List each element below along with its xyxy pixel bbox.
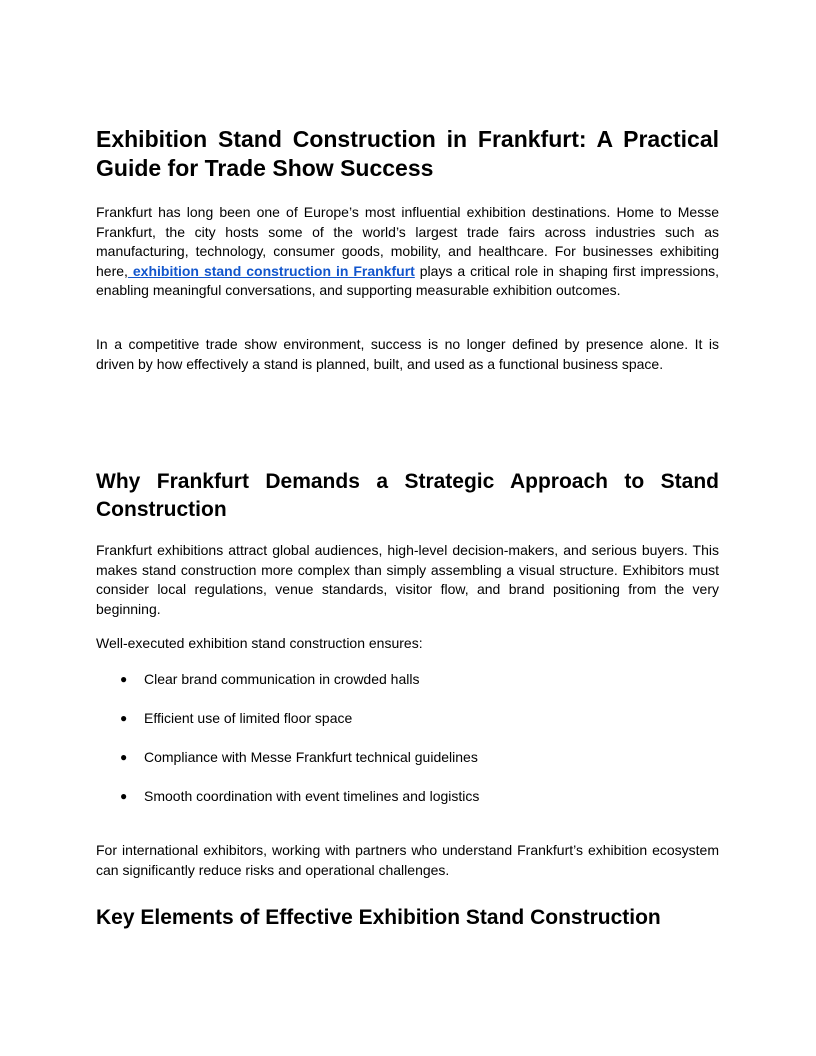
intro-paragraph — [96, 203, 719, 301]
intro-text-before-link: Frankfurt has long been one of Europe’s most influential exhibition destinations. Home to Messe Frankfurt, the city hosts some of the world’s largest trade fairs across industries such as manufacturing, technology, consumer goods, mobility, and healthcare. For businesses exhibiting here, — [96, 204, 719, 279]
list-item — [96, 670, 719, 709]
list-item — [96, 787, 719, 826]
list-item-text: Efficient use of limited floor space — [144, 710, 353, 726]
frankfurt-audiences-paragraph: Frankfurt exhibitions attract global audiences, high-level decision-makers, and serious buyers. This makes stand construction more complex than simply assembling a visual structure. Exhibitors must consider local regulations, venue standards, visitor flow, and brand positioning from the very beginning. — [96, 542, 719, 617]
list-item-text: Smooth coordination with event timelines and logistics — [144, 788, 480, 804]
benefits-bullet-list — [96, 670, 719, 826]
bullet-icon: ● — [120, 711, 128, 725]
document-title: Exhibition Stand Construction in Frankfurt: A Practical Guide for Trade Show Success — [96, 126, 719, 181]
list-item-text: Compliance with Messe Frankfurt technical guidelines — [144, 749, 478, 765]
list-item — [96, 748, 719, 787]
international-exhibitors-paragraph: For international exhibitors, working with partners who understand Frankfurt’s exhibition ecosystem can significantly reduce risks and operational challenges. — [96, 842, 719, 878]
section-heading-why-frankfurt: Why Frankfurt Demands a Strategic Approach to Stand Construction — [96, 470, 719, 521]
list-item-text: Clear brand communication in crowded halls — [144, 671, 420, 687]
bullet-icon: ● — [120, 750, 128, 764]
list-intro-text: Well-executed exhibition stand construction ensures: — [96, 635, 423, 651]
bullet-icon: ● — [120, 672, 128, 686]
section-heading-key-elements: Key Elements of Effective Exhibition Stand Construction — [96, 906, 661, 929]
bullet-icon: ● — [120, 789, 128, 803]
exhibition-stand-construction-link[interactable]: exhibition stand construction in Frankfurt — [127, 262, 415, 279]
competitive-environment-paragraph: In a competitive trade show environment, success is no longer defined by presence alone. It is driven by how effectively a stand is planned, built, and used as a functional business space. — [96, 336, 719, 372]
intro-text-after-link: plays a critical role in shaping first impressions, enabling meaningful conversations, and supporting measurable exhibition outcomes. — [96, 262, 719, 298]
list-item — [96, 709, 719, 748]
